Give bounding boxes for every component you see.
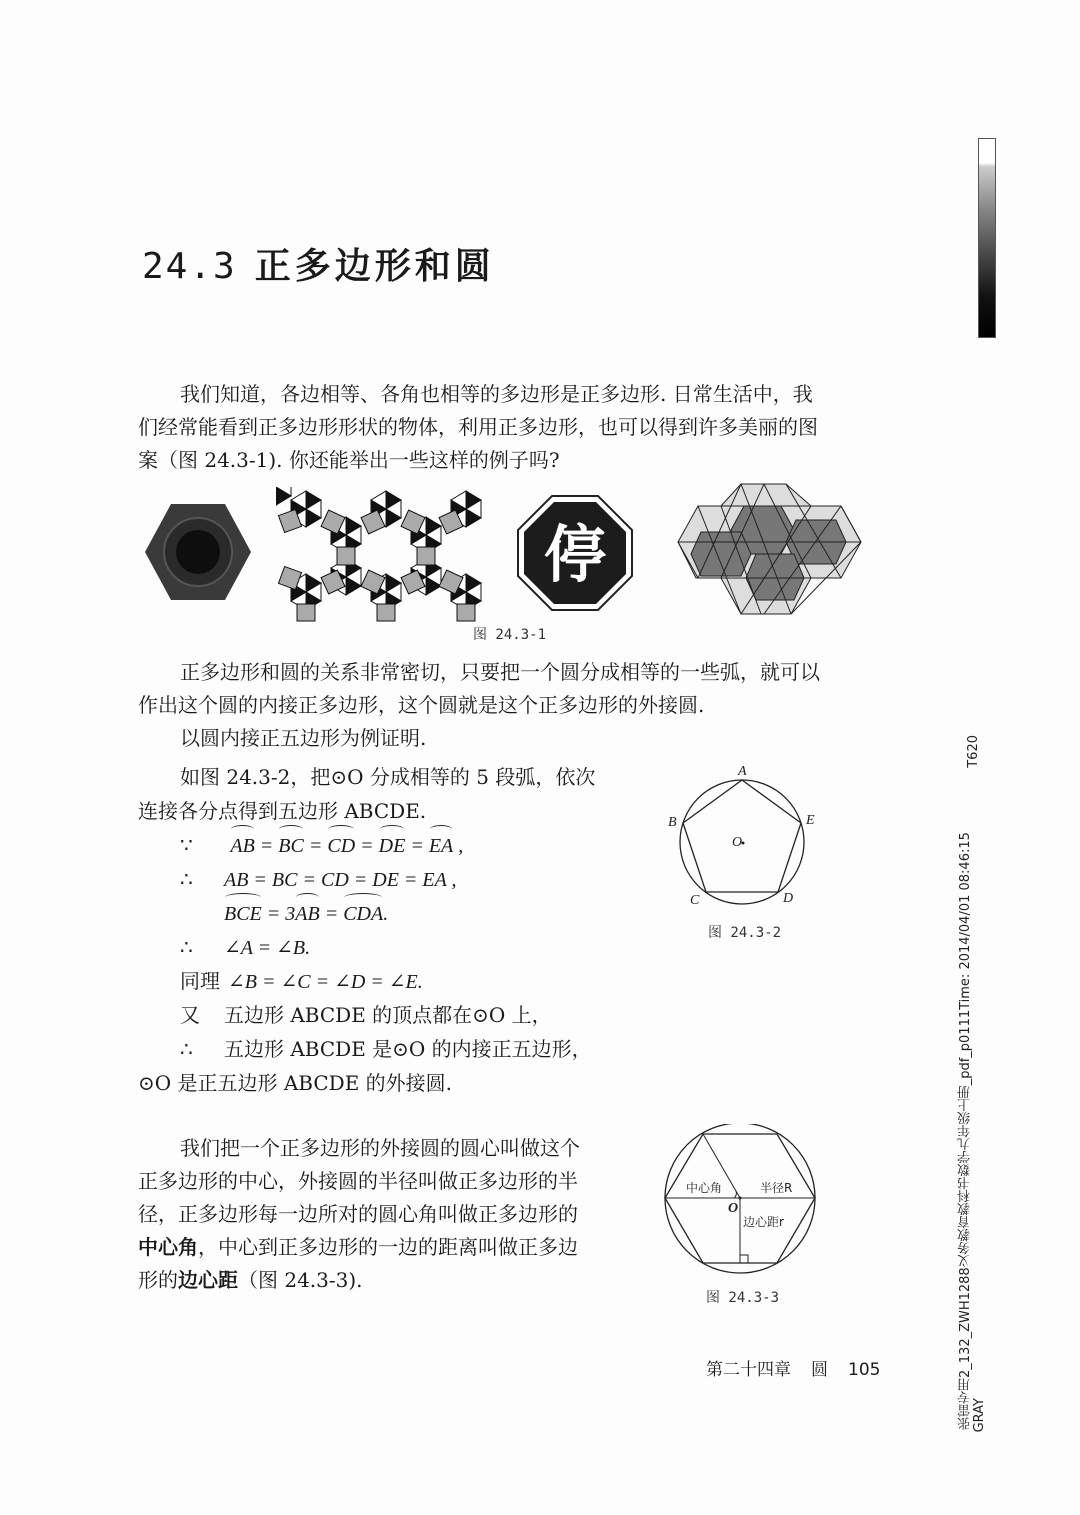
proof-step-1: ∵ AB = BC = CD = DE = EA ,	[138, 828, 628, 862]
intro-line: 我们知道，各边相等、各角也相等的多边形是正多边形. 日常生活中，我	[180, 382, 813, 406]
intro-paragraph	[138, 378, 878, 477]
proof-block	[138, 760, 628, 1100]
term-apothem: 边心距	[178, 1268, 238, 1292]
section-number: 24.3	[142, 246, 237, 287]
svg-text:半径R: 半径R	[760, 1181, 793, 1195]
svg-text:A: A	[738, 764, 747, 779]
hexagon-nut-icon	[143, 502, 253, 602]
svg-text:D: D	[783, 891, 794, 906]
proof-step-6: 又 五边形 ABCDE 的顶点都在⊙O 上，	[180, 1003, 552, 1027]
relation-paragraph	[138, 656, 878, 755]
proof-step-8: ⊙O 是正五边形 ABCDE 的外接圆.	[138, 1071, 453, 1095]
proof-step-3: BCE = 3AB = CDA.	[138, 896, 628, 930]
intro-line: 案（图 24.3-1). 你还能举出一些这样的例子吗?	[138, 448, 560, 472]
chapter-title: 圆	[811, 1360, 828, 1380]
inscribed-hexagon-diagram	[660, 1124, 830, 1274]
tessellation-pattern-icon	[276, 487, 496, 622]
proof-intro: 以圆内接正五边形为例证明.	[180, 726, 427, 750]
figure-24-3-3	[660, 1124, 830, 1309]
definition-paragraph: 我们把一个正多边形的外接圆的圆心叫做这个 正多边形的中心，外接圆的半径叫做正多边形的半 径，正多边形每一边所对的圆心角叫做正多边形的 中心角，中心到正多边形的一边的距离叫做正多边 形的边心距（图 24.3-3).	[138, 1136, 580, 1292]
paragraph-line: 作出这个圆的内接正多边形，这个圆就是这个正多边形的外接圆.	[138, 693, 705, 717]
proof-step-2: ∴ AB = BC = CD = DE = EA ,	[180, 867, 457, 891]
figure-24-3-2	[660, 760, 840, 945]
figure-24-3-1	[138, 482, 878, 643]
section-title: 正多边形和圆	[254, 245, 495, 287]
figure-caption: 图 24.3-3	[706, 1290, 780, 1306]
triangle-hexagon-pattern-icon	[676, 482, 871, 622]
proof-step-7: ∴ 五边形 ABCDE 是⊙O 的内接正五边形，	[180, 1037, 592, 1061]
stop-sign-icon	[516, 494, 634, 612]
margin-stamp-gray: GRAY	[972, 1398, 987, 1433]
paragraph-line: 正多边形和圆的关系非常密切，只要把一个圆分成相等的一些弧，就可以	[180, 660, 820, 684]
page-number: 105	[848, 1360, 881, 1380]
page-footer	[706, 1355, 900, 1380]
proof-line: 如图 24.3-2，把⊙O 分成相等的 5 段弧，依次	[180, 765, 596, 789]
svg-text:边心距r: 边心距r	[743, 1215, 784, 1229]
intro-line: 们经常能看到正多边形形状的物体，利用正多边形，也可以得到许多美丽的图	[138, 415, 818, 439]
grayscale-calibration-bar	[978, 138, 996, 338]
proof-step-5: 同理 ∠B = ∠C = ∠D = ∠E.	[180, 969, 423, 993]
chapter-label: 第二十四章	[706, 1360, 791, 1380]
svg-text:O: O	[732, 835, 743, 850]
term-central-angle: 中心角	[138, 1235, 198, 1259]
proof-step-4: ∴ ∠A = ∠B.	[180, 935, 311, 959]
svg-text:O: O	[728, 1201, 739, 1216]
margin-stamp-code: T620	[966, 735, 981, 768]
svg-text:E: E	[806, 813, 815, 828]
margin-stamp-text: 张雷专用2_132_ZWH1288义务教育教科书数学九年级上册_pdf_p0111Time: 2014/04/01 08:46:15	[958, 832, 973, 1430]
svg-text:B: B	[668, 815, 677, 830]
figure-caption: 图 24.3-2	[708, 925, 782, 941]
proof-line: 连接各分点得到五边形 ABCDE.	[138, 799, 427, 823]
svg-text:停: 停	[543, 518, 607, 591]
section-heading	[142, 238, 495, 289]
figure-caption: 图 24.3-1	[473, 627, 547, 643]
svg-text:C: C	[690, 893, 700, 908]
inscribed-pentagon-diagram	[660, 760, 840, 910]
svg-text:中心角: 中心角	[686, 1181, 723, 1195]
